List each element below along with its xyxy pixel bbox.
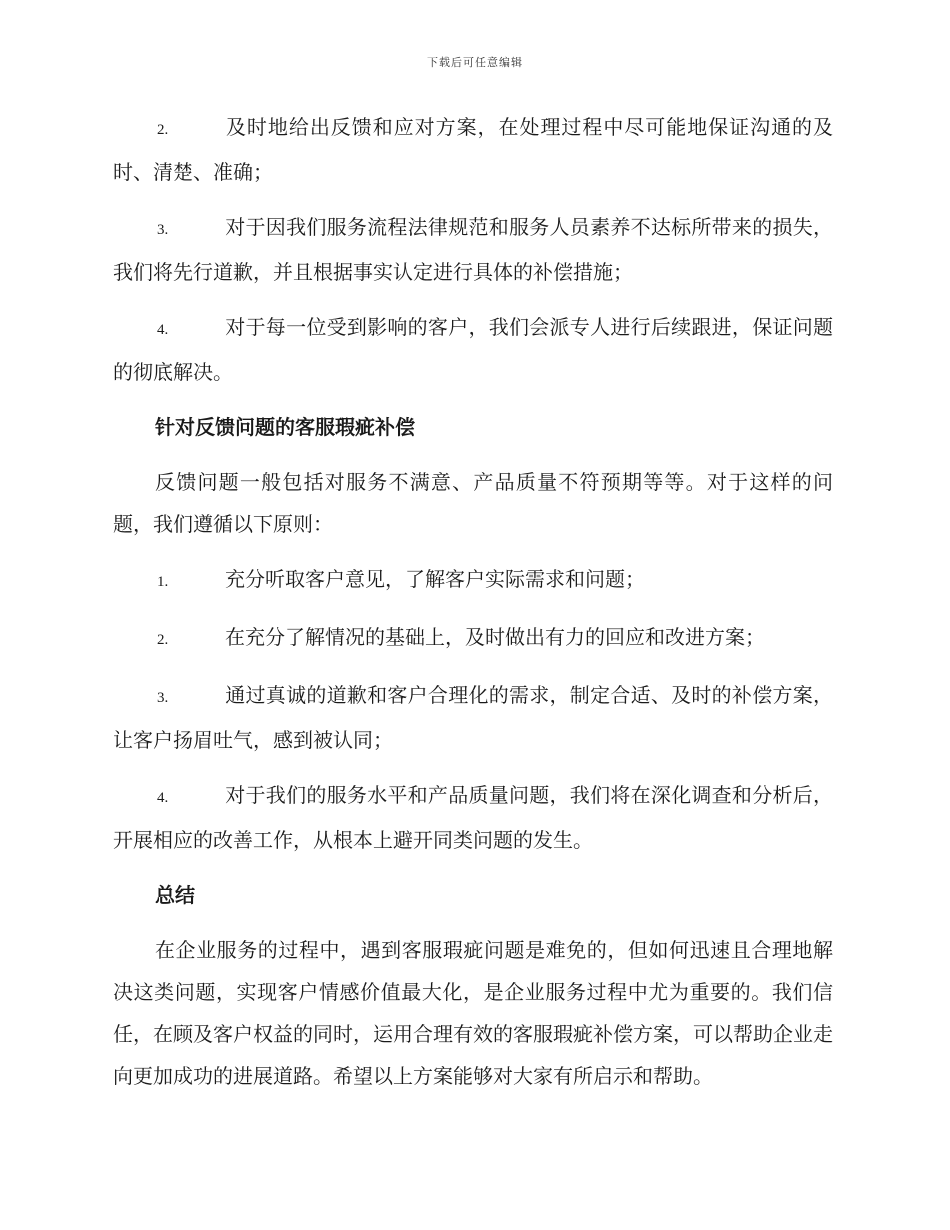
list-text: 对于因我们服务流程法律规范和服务人员素养不达标所带来的损失，我们将先行道歉，并且根据事实认定进行具体的补偿措施；	[113, 215, 833, 284]
list-item	[113, 674, 833, 761]
list-number: 1.	[157, 574, 169, 590]
list-item	[113, 306, 833, 393]
list-number: 2.	[157, 122, 169, 138]
list-number: 4.	[157, 790, 169, 806]
document-body	[113, 106, 833, 1110]
list-text: 对于我们的服务水平和产品质量问题，我们将在深化调查和分析后，开展相应的改善工作，从根本上避开同类问题的发生。	[113, 783, 833, 852]
section-heading: 针对反馈问题的客服瑕疵补偿	[155, 415, 415, 439]
list-item	[113, 106, 833, 193]
list-number: 4.	[157, 322, 169, 338]
section-intro: 反馈问题一般包括对服务不满意、产品质量不符预期等等。对于这样的问题，我们遵循以下原则：	[113, 470, 833, 536]
page-header: 下载后可任意编辑	[427, 56, 523, 69]
list-text: 充分听取客户意见，了解客户实际需求和问题；	[225, 567, 645, 591]
list-text: 对于每一位受到影响的客户，我们会派专人进行后续跟进，保证问题的彻底解决。	[113, 315, 833, 384]
list-text: 通过真诚的道歉和客户合理化的需求，制定合适、及时的补偿方案，让客户扬眉吐气，感到被认同；	[113, 683, 833, 752]
list-item	[113, 558, 833, 603]
list-text: 在充分了解情况的基础上，及时做出有力的回应和改进方案；	[225, 625, 765, 649]
list-number: 2.	[157, 632, 169, 648]
summary-paragraph: 在企业服务的过程中，遇到客服瑕疵问题是难免的，但如何迅速且合理地解决这类问题，实现客户情感价值最大化，是企业服务过程中尤为重要的。我们信任，在顾及客户权益的同时，运用合理有效的客服瑕疵补偿方案，可以帮助企业走向更加成功的进展道路。希望以上方案能够对大家有所启示和帮助。	[113, 938, 833, 1088]
list-item	[113, 774, 833, 861]
list-item	[113, 616, 833, 661]
summary-heading: 总结	[155, 883, 195, 907]
list-item	[113, 206, 833, 293]
list-number: 3.	[157, 690, 169, 706]
list-text: 及时地给出反馈和应对方案，在处理过程中尽可能地保证沟通的及时、清楚、准确；	[113, 115, 833, 184]
list-number: 3.	[157, 222, 169, 238]
